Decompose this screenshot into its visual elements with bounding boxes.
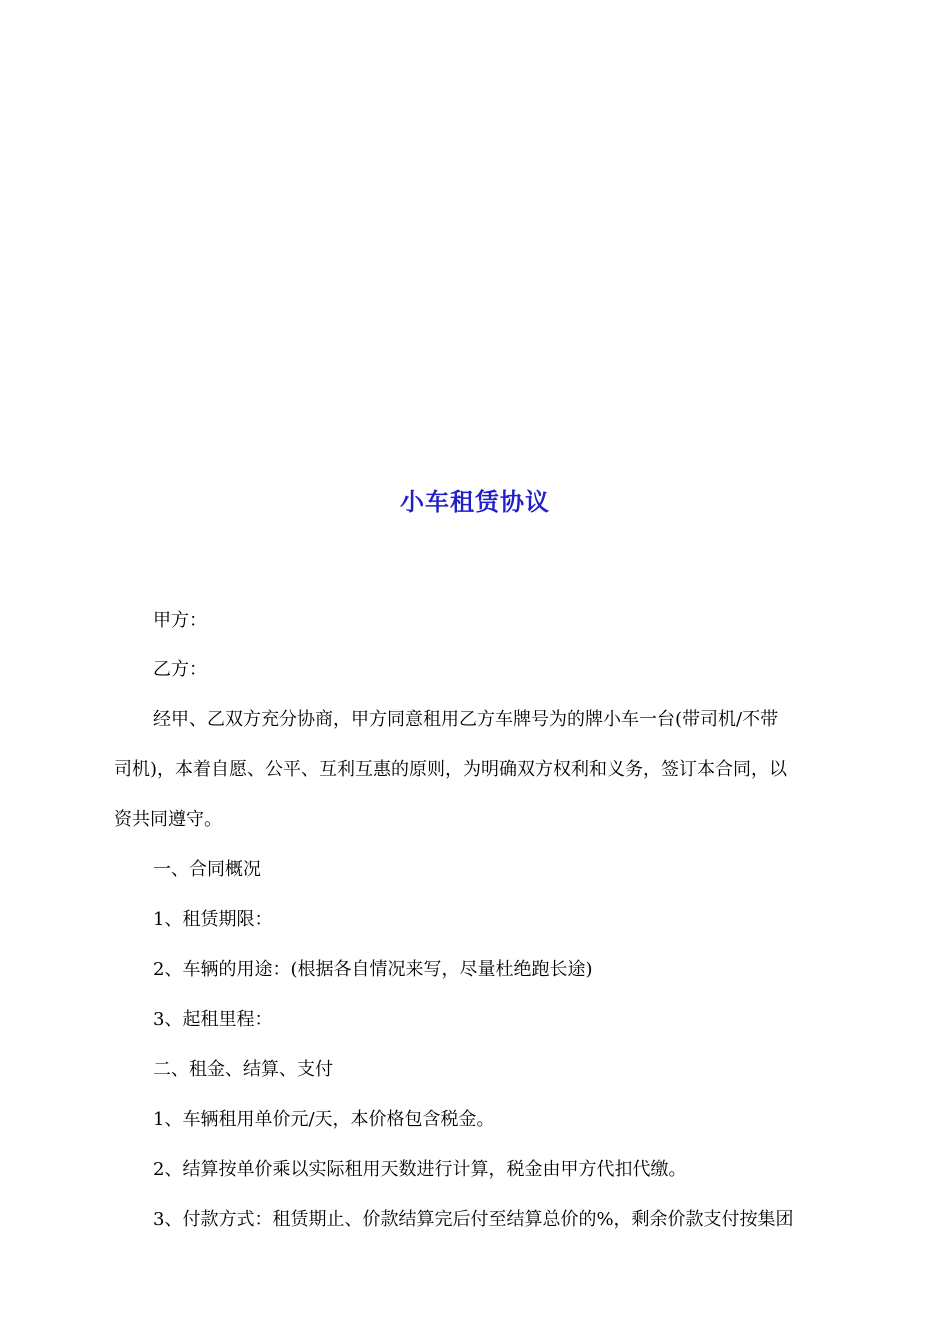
section-2-item-3: 3、付款方式：租赁期止、价款结算完后付至结算总价的%，剩余价款支付按集团 (153, 1209, 794, 1230)
section-2-heading: 二、租金、结算、支付 (153, 1059, 333, 1080)
party-b-label: 乙方： (153, 659, 207, 680)
intro-line-2: 司机)，本着自愿、公平、互利互惠的原则，为明确双方权利和义务，签订本合同，以 (114, 759, 788, 780)
section-1-item-1: 1、租赁期限： (153, 909, 273, 930)
section-2-item-2: 2、结算按单价乘以实际租用天数进行计算，税金由甲方代扣代缴。 (153, 1159, 687, 1180)
section-2-item-1: 1、车辆租用单价元/天，本价格包含税金。 (153, 1109, 495, 1130)
section-1-heading: 一、合同概况 (153, 859, 261, 880)
party-a-label: 甲方： (153, 610, 207, 631)
intro-line-3: 资共同遵守。 (114, 809, 222, 830)
intro-line-1: 经甲、乙双方充分协商，甲方同意租用乙方车牌号为的牌小车一台(带司机/不带 (153, 709, 779, 730)
section-1-item-2: 2、车辆的用途：(根据各自情况来写，尽量杜绝跑长途) (153, 959, 593, 980)
section-1-item-3: 3、起租里程： (153, 1009, 273, 1030)
document-title: 小车租赁协议 (400, 487, 550, 516)
